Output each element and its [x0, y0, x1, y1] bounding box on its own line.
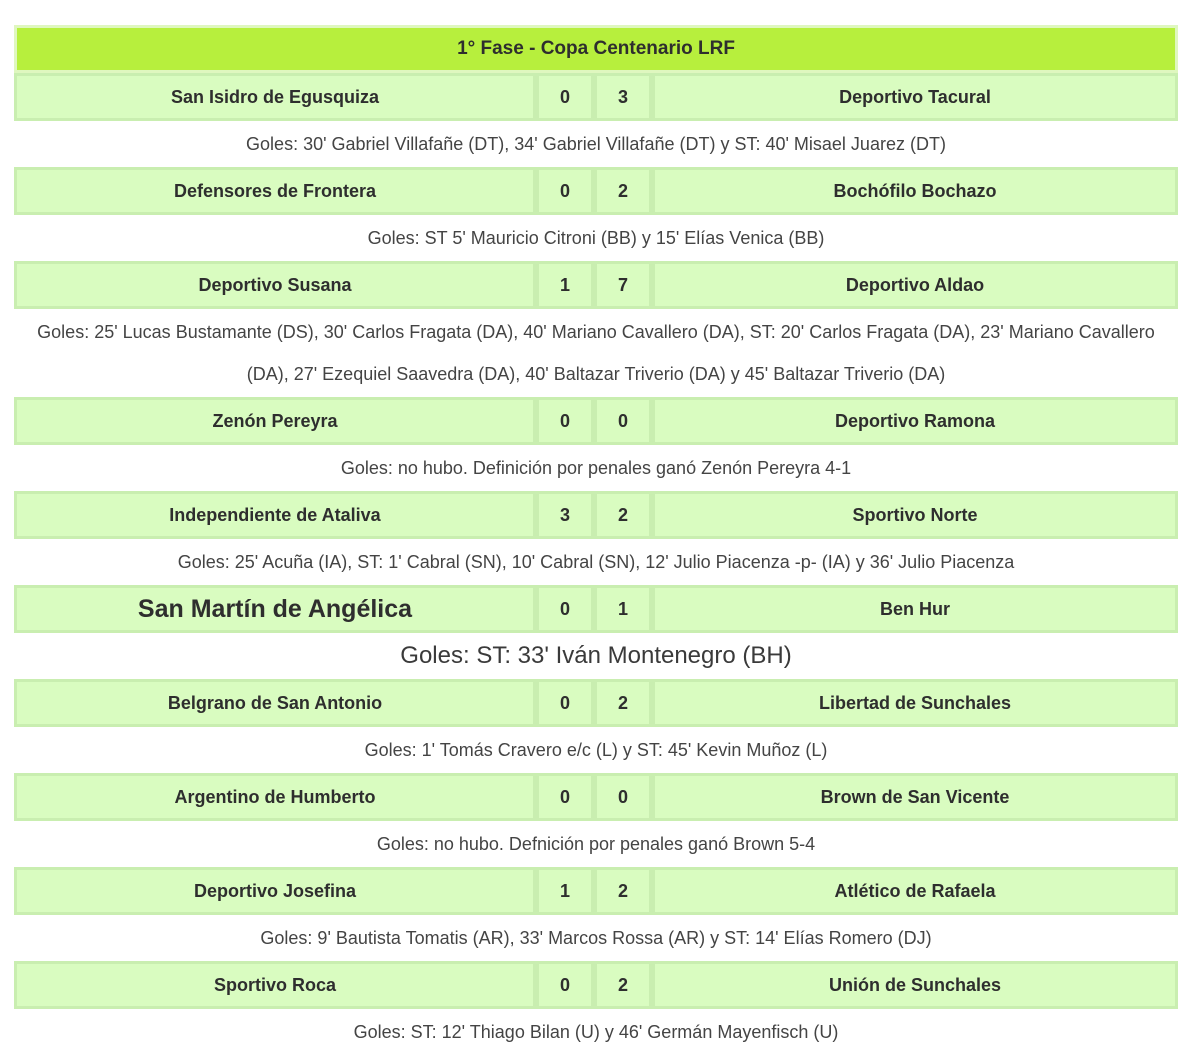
- home-score: 1: [536, 867, 594, 915]
- home-team: Sportivo Roca: [14, 961, 536, 1009]
- home-team: Deportivo Susana: [14, 261, 536, 309]
- home-score: 0: [536, 679, 594, 727]
- goals-text: Goles: 25' Lucas Bustamante (DS), 30' Carlos Fragata (DA), 40' Mariano Cavallero (DA), ST: 20' Carlos Fragata (DA), 23' Mariano Cavallero (DA), 27' Ezequiel Saavedra (DA), 40' Baltazar Triverio (DA) y 45' Baltazar Triverio (DA): [37, 322, 1155, 384]
- home-team: Independiente de Ataliva: [14, 491, 536, 539]
- away-team: Sportivo Norte: [652, 491, 1178, 539]
- match-row: [14, 397, 1178, 445]
- goals-text: Goles: no hubo. Defnición por penales ganó Brown 5-4: [376, 834, 816, 854]
- away-score: 2: [594, 867, 652, 915]
- away-team: Brown de San Vicente: [652, 773, 1178, 821]
- home-team: San Martín de Angélica: [14, 585, 536, 633]
- goals-text: Goles: 30' Gabriel Villafañe (DT), 34' Gabriel Villafañe (DT) y ST: 40' Misael Juarez (DT): [246, 134, 946, 154]
- away-score: 2: [594, 679, 652, 727]
- match-row: [14, 73, 1178, 121]
- home-team: Deportivo Josefina: [14, 867, 536, 915]
- home-team: Belgrano de San Antonio: [14, 679, 536, 727]
- away-team: Bochófilo Bochazo: [652, 167, 1178, 215]
- match-row: [14, 773, 1178, 821]
- match-row: [14, 585, 1178, 633]
- home-score: 0: [536, 167, 594, 215]
- away-team: Deportivo Tacural: [652, 73, 1178, 121]
- home-team: Defensores de Frontera: [14, 167, 536, 215]
- home-score: 1: [536, 261, 594, 309]
- away-team: Unión de Sunchales: [652, 961, 1178, 1009]
- away-team: Atlético de Rafaela: [652, 867, 1178, 915]
- goals-text: Goles: no hubo. Definición por penales ganó Zenón Pereyra 4-1: [340, 458, 852, 478]
- home-team: Zenón Pereyra: [14, 397, 536, 445]
- goals-text: Goles: 25' Acuña (IA), ST: 1' Cabral (SN), 10' Cabral (SN), 12' Julio Piacenza -p- (IA) y 36' Julio Piacenza: [177, 552, 1015, 572]
- home-team: Argentino de Humberto: [14, 773, 536, 821]
- away-score: 3: [594, 73, 652, 121]
- table-title: 1° Fase - Copa Centenario LRF: [14, 25, 1178, 73]
- match-row: [14, 491, 1178, 539]
- away-team: Libertad de Sunchales: [652, 679, 1178, 727]
- results-table: [14, 25, 1178, 1055]
- home-score: 0: [536, 961, 594, 1009]
- away-team: Deportivo Aldao: [652, 261, 1178, 309]
- away-team: Ben Hur: [652, 585, 1178, 633]
- home-score: 0: [536, 73, 594, 121]
- match-row: [14, 867, 1178, 915]
- home-score: 3: [536, 491, 594, 539]
- home-score: 0: [536, 585, 594, 633]
- goals-text: Goles: ST: 33' Iván Montenegro (BH): [400, 642, 792, 669]
- home-score: 0: [536, 397, 594, 445]
- away-score: 2: [594, 167, 652, 215]
- match-row: [14, 261, 1178, 309]
- goals-text: Goles: 9' Bautista Tomatis (AR), 33' Marcos Rossa (AR) y ST: 14' Elías Romero (DJ): [260, 928, 932, 948]
- goals-text: Goles: ST 5' Mauricio Citroni (BB) y 15' Elías Venica (BB): [367, 228, 825, 248]
- match-row: [14, 679, 1178, 727]
- match-row: [14, 167, 1178, 215]
- home-team: San Isidro de Egusquiza: [14, 73, 536, 121]
- away-team: Deportivo Ramona: [652, 397, 1178, 445]
- away-score: 2: [594, 491, 652, 539]
- away-score: 0: [594, 773, 652, 821]
- home-score: 0: [536, 773, 594, 821]
- away-score: 1: [594, 585, 652, 633]
- goals-text: Goles: ST: 12' Thiago Bilan (U) y 46' Germán Mayenfisch (U): [353, 1022, 839, 1042]
- away-score: 7: [594, 261, 652, 309]
- goals-text: Goles: 1' Tomás Cravero e/c (L) y ST: 45' Kevin Muñoz (L): [364, 740, 828, 760]
- away-score: 0: [594, 397, 652, 445]
- match-row: [14, 961, 1178, 1009]
- away-score: 2: [594, 961, 652, 1009]
